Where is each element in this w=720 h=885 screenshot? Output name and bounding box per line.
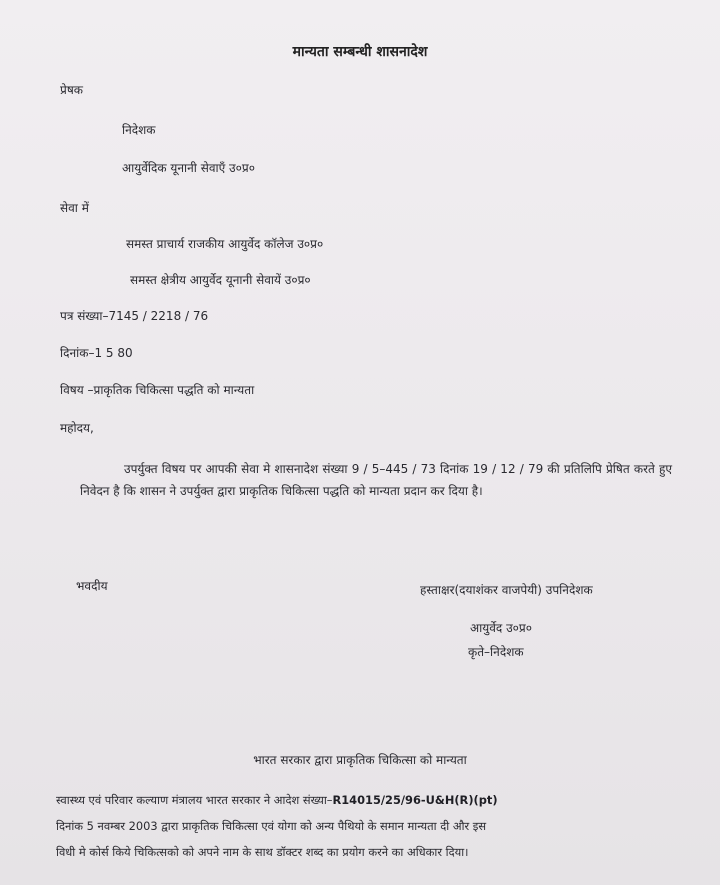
notice-line-3: विधी मे कोर्स किये चिकित्सको को अपने नाम के साथ डॉक्टर शब्द का प्रयोग करने का अधिकार दिया। <box>56 845 469 859</box>
closing: भवदीय <box>76 579 108 593</box>
signature-line: हस्ताक्षर(दयाशंकर वाजपेयी) उपनिदेशक <box>420 583 593 597</box>
notice-line-2: दिनांक 5 नवम्बर 2003 द्वारा प्राकृतिक चिकित्सा एवं योगा को अन्य पैथियो के समान मान्यता दी और इस <box>56 819 487 833</box>
notice-line-1 <box>56 792 498 808</box>
order-number: R14015/25/96-U&H(R)(pt) <box>332 793 498 807</box>
document-title: मान्यता सम्बन्धी शासनादेश <box>292 44 428 60</box>
salutation: महोदय, <box>60 421 94 435</box>
sender-name: निदेशक <box>122 123 156 137</box>
subject-line: विषय –प्राकृतिक चिकित्सा पद्धति को मान्यता <box>60 383 255 397</box>
body-paragraph: उपर्युक्त विषय पर आपकी सेवा मे शासनादेश संख्या 9 / 5–445 / 73 दिनांक 19 / 12 / 79 की प्रतिलिपि प्रेषित करते हुए निवेदन है कि शासन ने उपर्युक्त द्वारा प्राकृतिक चिकित्सा पद्धति को मान्यता प्रदान कर दिया है। <box>80 462 672 498</box>
letter-number: पत्र संख्या–7145 / 2218 / 76 <box>60 309 209 323</box>
notice-heading: भारत सरकार द्वारा प्राकृतिक चिकित्सा को मान्यता <box>253 753 467 767</box>
sender-label: प्रेषक <box>60 83 83 97</box>
letter-date: दिनांक–1 5 80 <box>60 346 133 360</box>
recipient-line-2: समस्त क्षेत्रीय आयुर्वेद यूनानी सेवायें उ०प्र० <box>130 273 311 287</box>
recipient-line-1: समस्त प्राचार्य राजकीय आयुर्वेद कॉलेज उ०प्र० <box>126 237 324 251</box>
signature-for: कृते–निदेशक <box>468 645 524 659</box>
signature-department: आयुर्वेद उ०प्र० <box>470 621 532 635</box>
notice-line-1-text: स्वास्थ्य एवं परिवार कल्याण मंत्रालय भारत सरकार ने आदेश संख्या– <box>56 793 333 807</box>
recipient-label: सेवा में <box>60 201 89 215</box>
sender-department: आयुर्वेदिक यूनानी सेवाएँ उ०प्र० <box>122 161 255 175</box>
